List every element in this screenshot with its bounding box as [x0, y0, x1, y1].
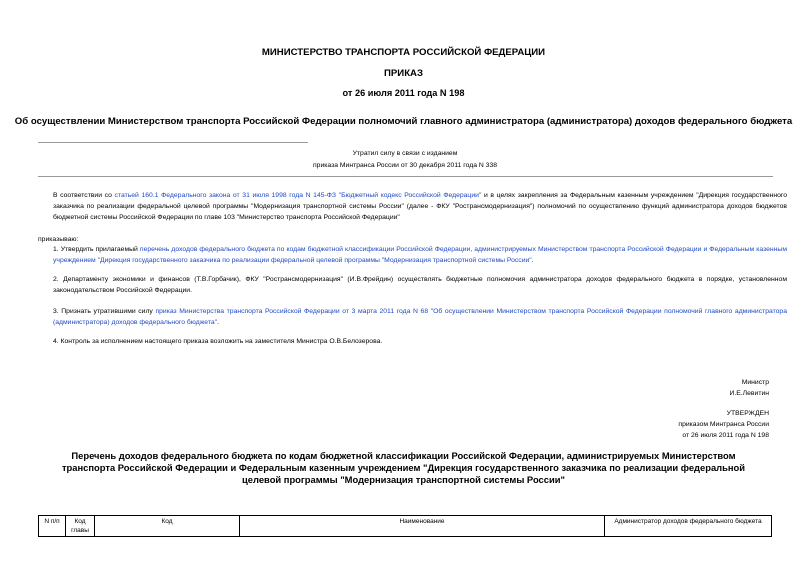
approval-line-1: УТВЕРЖДЕН — [726, 410, 769, 417]
col-admin: Администратор доходов федерального бюджета — [605, 516, 772, 537]
doc-type: ПРИКАЗ — [384, 68, 423, 79]
signature-position: Министр — [741, 379, 769, 386]
paragraph-preamble: В соответствии со статьей 160.1 Федерального закона от 31 июля 1998 года N 145-ФЗ "Бюджетный кодекс Российской Федерации" и в целях закрепления за Федеральным казенным учреждением "Дирекция государственного заказчика по реализации федеральной целевой программы "Модернизация транспортной системы России" (далее - ФКУ "Ространсмодернизация") полномочий по осуществлению функций администратора доходов бюджетов бюджетной системы Российской Федерации по главе 103 "Министерство транспорта Российской Федерации" — [53, 192, 787, 221]
link-budget-code[interactable]: статьей 160.1 Федерального закона от 31 июля 1998 года N 145-ФЗ "Бюджетный кодекс Российской Федерации" — [114, 192, 482, 199]
divider-short — [38, 142, 308, 143]
approval-stamp — [569, 408, 769, 441]
col-code: Код — [95, 516, 240, 537]
order-word: приказываю: — [38, 236, 79, 243]
paragraph-item-1: 1. Утвердить прилагаемый перечень доходов федерального бюджета по кодам бюджетной классификации Российской Федерации, администрируемых Министерством транспорта Российской Федерации и Федеральным казенным учреждением "Дирекция государственного заказчика по реализации федеральной целевой программы "Модернизация транспортной системы России". — [53, 246, 787, 264]
signature — [569, 377, 769, 399]
income-table — [38, 515, 772, 537]
ministry-title: МИНИСТЕРСТВО ТРАНСПОРТА РОССИЙСКОЙ ФЕДЕРАЦИИ — [261, 47, 546, 58]
col-chapter: Код главы — [66, 516, 95, 537]
paragraph-item-3: 3. Признать утратившими силу приказ Министерства транспорта Российской Федерации от 3 марта 2011 года N 68 "Об осуществлении Министерством транспорта Российской Федерации полномочий главного администратора (администратора) доходов федерального бюджета". — [53, 308, 787, 326]
divider-long — [38, 176, 773, 177]
signature-name: И.Е.Левитин — [729, 390, 769, 397]
table-header-row — [39, 516, 772, 537]
doc-date-number: от 26 июля 2011 года N 198 — [342, 88, 465, 98]
link-income-list[interactable]: перечень доходов федерального бюджета по кодам бюджетной классификации Российской Федерации, администрируемых Министерством транспорта Российской Федерации и Федеральным казенным учреждением "Дирекция государственного заказчика по реализации федеральной целевой программы "Модернизация транспортной системы России" — [53, 246, 787, 264]
status-line-1: Утратил силу в связи с изданием — [352, 150, 458, 157]
annex-title: Перечень доходов федерального бюджета по кодам бюджетной классификации Российской Федерации, администрируемых Министерством транспорта Российской Федерации и Федеральным казенным учреждением "Дирекция государственного заказчика по реализации федеральной целевой программы "Модернизация транспортной системы России" — [61, 450, 746, 485]
link-order-68[interactable]: приказ Министерства транспорта Российской Федерации от 3 марта 2011 года N 68 "Об осуществлении Министерством транспорта Российской Федерации полномочий главного администратора (администратора) доходов федерального бюджета" — [53, 308, 787, 326]
approval-line-2: приказом Минтранса России — [678, 421, 769, 428]
paragraph-item-2: 2. Департаменту экономики и финансов (Т.В.Горбачик), ФКУ "Ространсмодернизация" (И.В.Фрейдин) осуществлять бюджетные полномочия администратора доходов федерального бюджета в порядке, установленном законодательством Российской Федерации. — [53, 276, 787, 294]
approval-line-3: от 26 июля 2011 года N 198 — [682, 432, 769, 439]
col-name: Наименование — [240, 516, 605, 537]
doc-subject: Об осуществлении Министерством транспорта Российской Федерации полномочий главного администратора (администратора) доходов федерального бюджета — [14, 116, 793, 127]
status-line-2: приказа Минтранса России от 30 декабря 2011 года N 338 — [313, 162, 497, 169]
paragraph-item-4: 4. Контроль за исполнением настоящего приказа возложить на заместителя Министра О.В.Белозерова. — [53, 338, 383, 345]
col-num: N п/п — [39, 516, 66, 537]
